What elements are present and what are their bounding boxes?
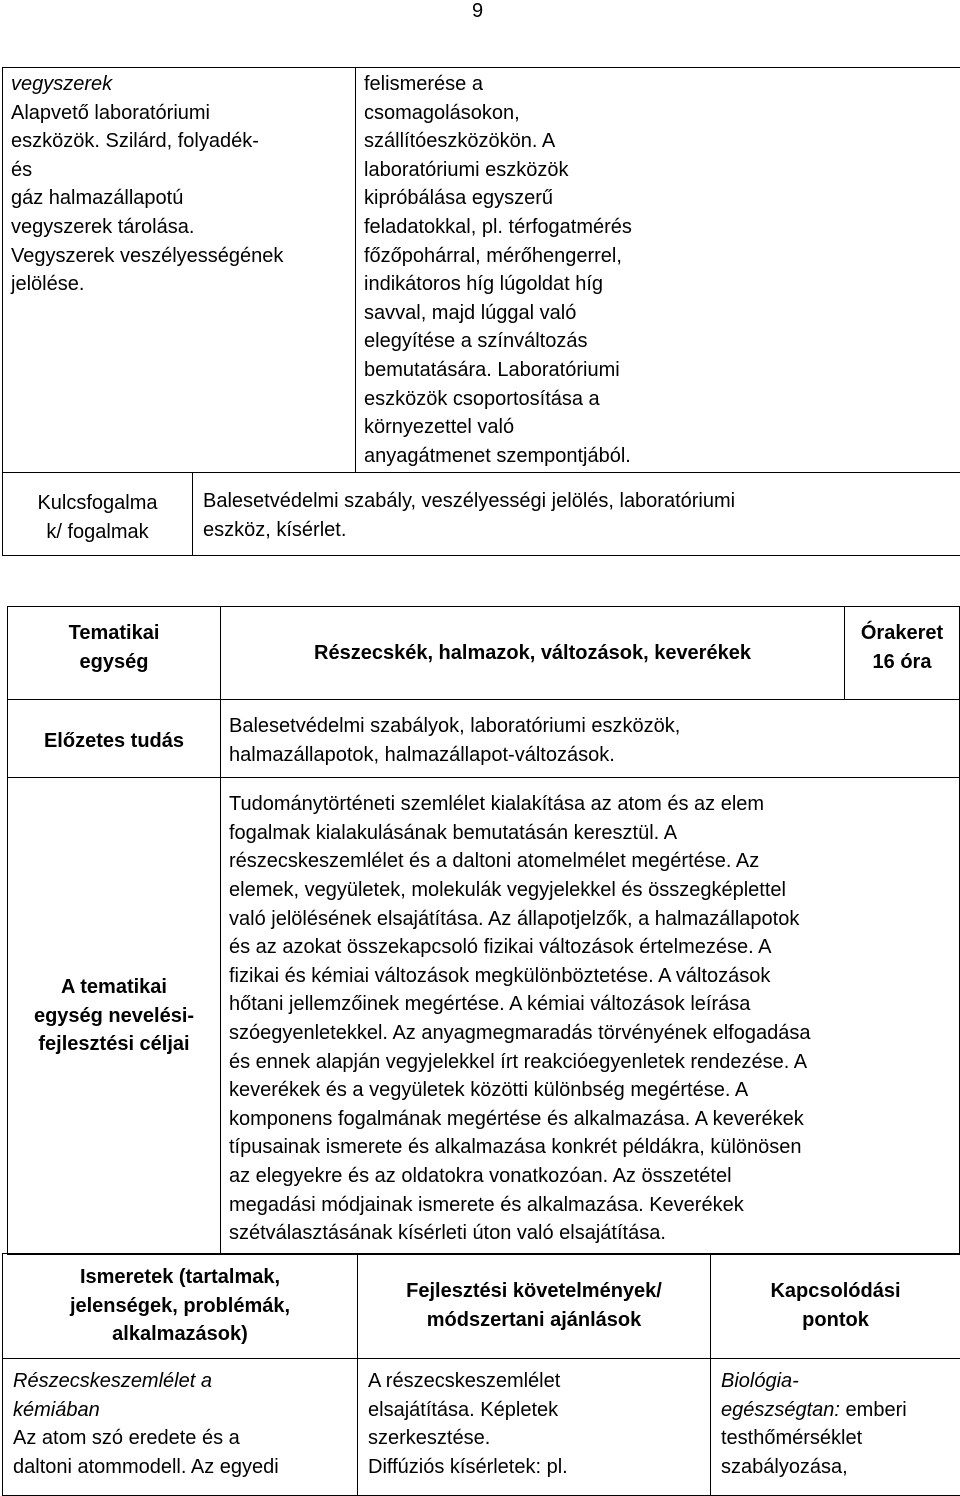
requirements-line: környezettel való xyxy=(364,413,954,442)
header-line: alkalmazások) xyxy=(3,1320,357,1349)
goals-line: keverékek és a vegyületek közötti különbség megértése. A xyxy=(229,1076,951,1105)
knowledge-line: Az atom szó eredete és a xyxy=(13,1424,349,1453)
header-line: Kapcsolódási xyxy=(711,1277,960,1306)
goals-label xyxy=(8,778,221,1255)
prior-knowledge-label: Előzetes tudás xyxy=(8,700,221,778)
requirements-line: elegyítése a színváltozás xyxy=(364,327,954,356)
requirements-line: eszközök csoportosítása a xyxy=(364,385,954,414)
goals-line: típusainak ismerete és alkalmazása konkrét példákra, különösen xyxy=(229,1133,951,1162)
curriculum-continuation-table xyxy=(2,67,960,556)
header-line: Fejlesztési követelmények/ xyxy=(358,1277,710,1306)
connections-inline-text: emberi xyxy=(840,1399,907,1421)
requirements-body-line: elsajátítása. Képletek xyxy=(368,1396,702,1425)
goals-line: komponens fogalmának megértése és alkalmazása. A keverékek xyxy=(229,1105,951,1134)
requirements-body-line: szerkesztése. xyxy=(368,1424,702,1453)
knowledge-line: daltoni atommodell. Az egyedi xyxy=(13,1453,349,1482)
requirements-line: anyagátmenet szempontjából. xyxy=(364,442,954,471)
requirements-line: bemutatására. Laboratóriumi xyxy=(364,356,954,385)
goals-line: fizikai és kémiai változások megkülönböztetése. A változások xyxy=(229,962,951,991)
thematic-unit-table xyxy=(7,606,960,1255)
key-concepts-line: eszköz, kísérlet. xyxy=(203,516,952,545)
header-requirements xyxy=(358,1254,711,1359)
goals-line: Tudománytörténeti szemlélet kialakítása az atom és az elem xyxy=(229,790,951,819)
requirements-line: laboratóriumi eszközök xyxy=(364,156,954,185)
requirements-line: indikátoros híg lúgoldat híg xyxy=(364,270,954,299)
goals-line: fogalmak kialakulásának bemutatásán keresztül. A xyxy=(229,819,951,848)
unit-label-line: egység xyxy=(8,648,220,677)
requirements-body-line: A részecskeszemlélet xyxy=(368,1367,702,1396)
key-concepts-line: Balesetvédelmi szabály, veszélyességi jelölés, laboratóriumi xyxy=(203,487,952,516)
requirements-line: felismerése a xyxy=(364,70,954,99)
requirements-line: főzőpohárral, mérőhengerrel, xyxy=(364,242,954,271)
requirements-body-line: Diffúziós kísérletek: pl. xyxy=(368,1453,702,1482)
key-concepts-label-line: Kulcsfogalma xyxy=(7,489,188,518)
contents-line: jelölése. xyxy=(11,270,349,299)
contents-line: Vegyszerek veszélyességének xyxy=(11,242,349,271)
goals-line: hőtani jellemzőinek megértése. A kémiai változások leírása xyxy=(229,990,951,1019)
unit-label xyxy=(8,607,221,700)
requirements-line: feladatokkal, pl. térfogatmérés xyxy=(364,213,954,242)
goals-line: megadási módjainak ismerete és alkalmazása. Keverékek xyxy=(229,1191,951,1220)
goals-line: és az azokat összekapcsoló fizikai változások értelmezése. A xyxy=(229,933,951,962)
goals-line: elemek, vegyületek, molekulák vegyjelekkel és összegképlettel xyxy=(229,876,951,905)
prior-knowledge-line: halmazállapotok, halmazállapot-változások. xyxy=(229,741,951,770)
prior-knowledge-text xyxy=(221,700,960,778)
goals-label-line: egység nevelési- xyxy=(8,1002,220,1031)
requirements-line: kipróbálása egyszerű xyxy=(364,184,954,213)
connections-line: szabályozása, xyxy=(721,1453,952,1482)
knowledge-cell xyxy=(3,1359,358,1496)
key-concepts-label xyxy=(3,473,193,556)
key-concepts-text xyxy=(193,473,960,556)
requirements-line: csomagolásokon, xyxy=(364,99,954,128)
unit-label-line: Tematikai xyxy=(8,619,220,648)
hours-label: Órakeret xyxy=(845,619,959,648)
contents-line: eszközök. Szilárd, folyadék- xyxy=(11,127,349,156)
key-concepts-label-line: k/ fogalmak xyxy=(7,518,188,547)
requirements-line: savval, majd lúggal való xyxy=(364,299,954,328)
goals-line: az elegyekre és az oldatokra vonatkozóan. Az összetétel xyxy=(229,1162,951,1191)
header-line: jelenségek, problémák, xyxy=(3,1292,357,1321)
contents-italic-line: vegyszerek xyxy=(11,70,349,99)
contents-line: Alapvető laboratóriumi xyxy=(11,99,349,128)
content-table xyxy=(2,1253,960,1496)
connections-italic-line: Biológia- xyxy=(721,1367,952,1396)
contents-cell xyxy=(3,68,356,473)
goals-line: részecskeszemlélet és a daltoni atomelmélet megértése. Az xyxy=(229,847,951,876)
header-line: módszertani ajánlások xyxy=(358,1306,710,1335)
requirements-line: szállítóeszközökön. A xyxy=(364,127,954,156)
contents-line: gáz halmazállapotú xyxy=(11,184,349,213)
goals-line: szétválasztásának kísérleti úton való elsajátítása. xyxy=(229,1219,951,1248)
header-line: pontok xyxy=(711,1306,960,1335)
hours-cell xyxy=(845,607,960,700)
connections-cell xyxy=(711,1359,960,1496)
knowledge-italic-line: Részecskeszemlélet a xyxy=(13,1367,349,1396)
page-number: 9 xyxy=(472,0,483,22)
header-connections xyxy=(711,1254,960,1359)
goals-label-line: fejlesztési céljai xyxy=(8,1030,220,1059)
requirements-cell xyxy=(356,68,960,473)
goals-line: szóegyenletekkel. Az anyagmegmaradás törvényének elfogadása xyxy=(229,1019,951,1048)
contents-line: és xyxy=(11,156,349,185)
requirements-body-cell xyxy=(358,1359,711,1496)
hours-value: 16 óra xyxy=(845,648,959,677)
goals-line: való jelölésének elsajátítása. Az állapotjelzők, a halmazállapotok xyxy=(229,905,951,934)
goals-label-line: A tematikai xyxy=(8,973,220,1002)
header-line: Ismeretek (tartalmak, xyxy=(3,1263,357,1292)
connections-italic-line: egészségtan: xyxy=(721,1399,840,1421)
goals-line: és ennek alapján vegyjelekkel írt reakcióegyenletek rendezése. A xyxy=(229,1048,951,1077)
goals-text xyxy=(221,778,960,1255)
contents-line: vegyszerek tárolása. xyxy=(11,213,349,242)
connections-line: testhőmérséklet xyxy=(721,1424,952,1453)
unit-title: Részecskék, halmazok, változások, keverékek xyxy=(221,607,845,700)
knowledge-italic-line: kémiában xyxy=(13,1396,349,1425)
prior-knowledge-line: Balesetvédelmi szabályok, laboratóriumi eszközök, xyxy=(229,712,951,741)
header-knowledge xyxy=(3,1254,358,1359)
